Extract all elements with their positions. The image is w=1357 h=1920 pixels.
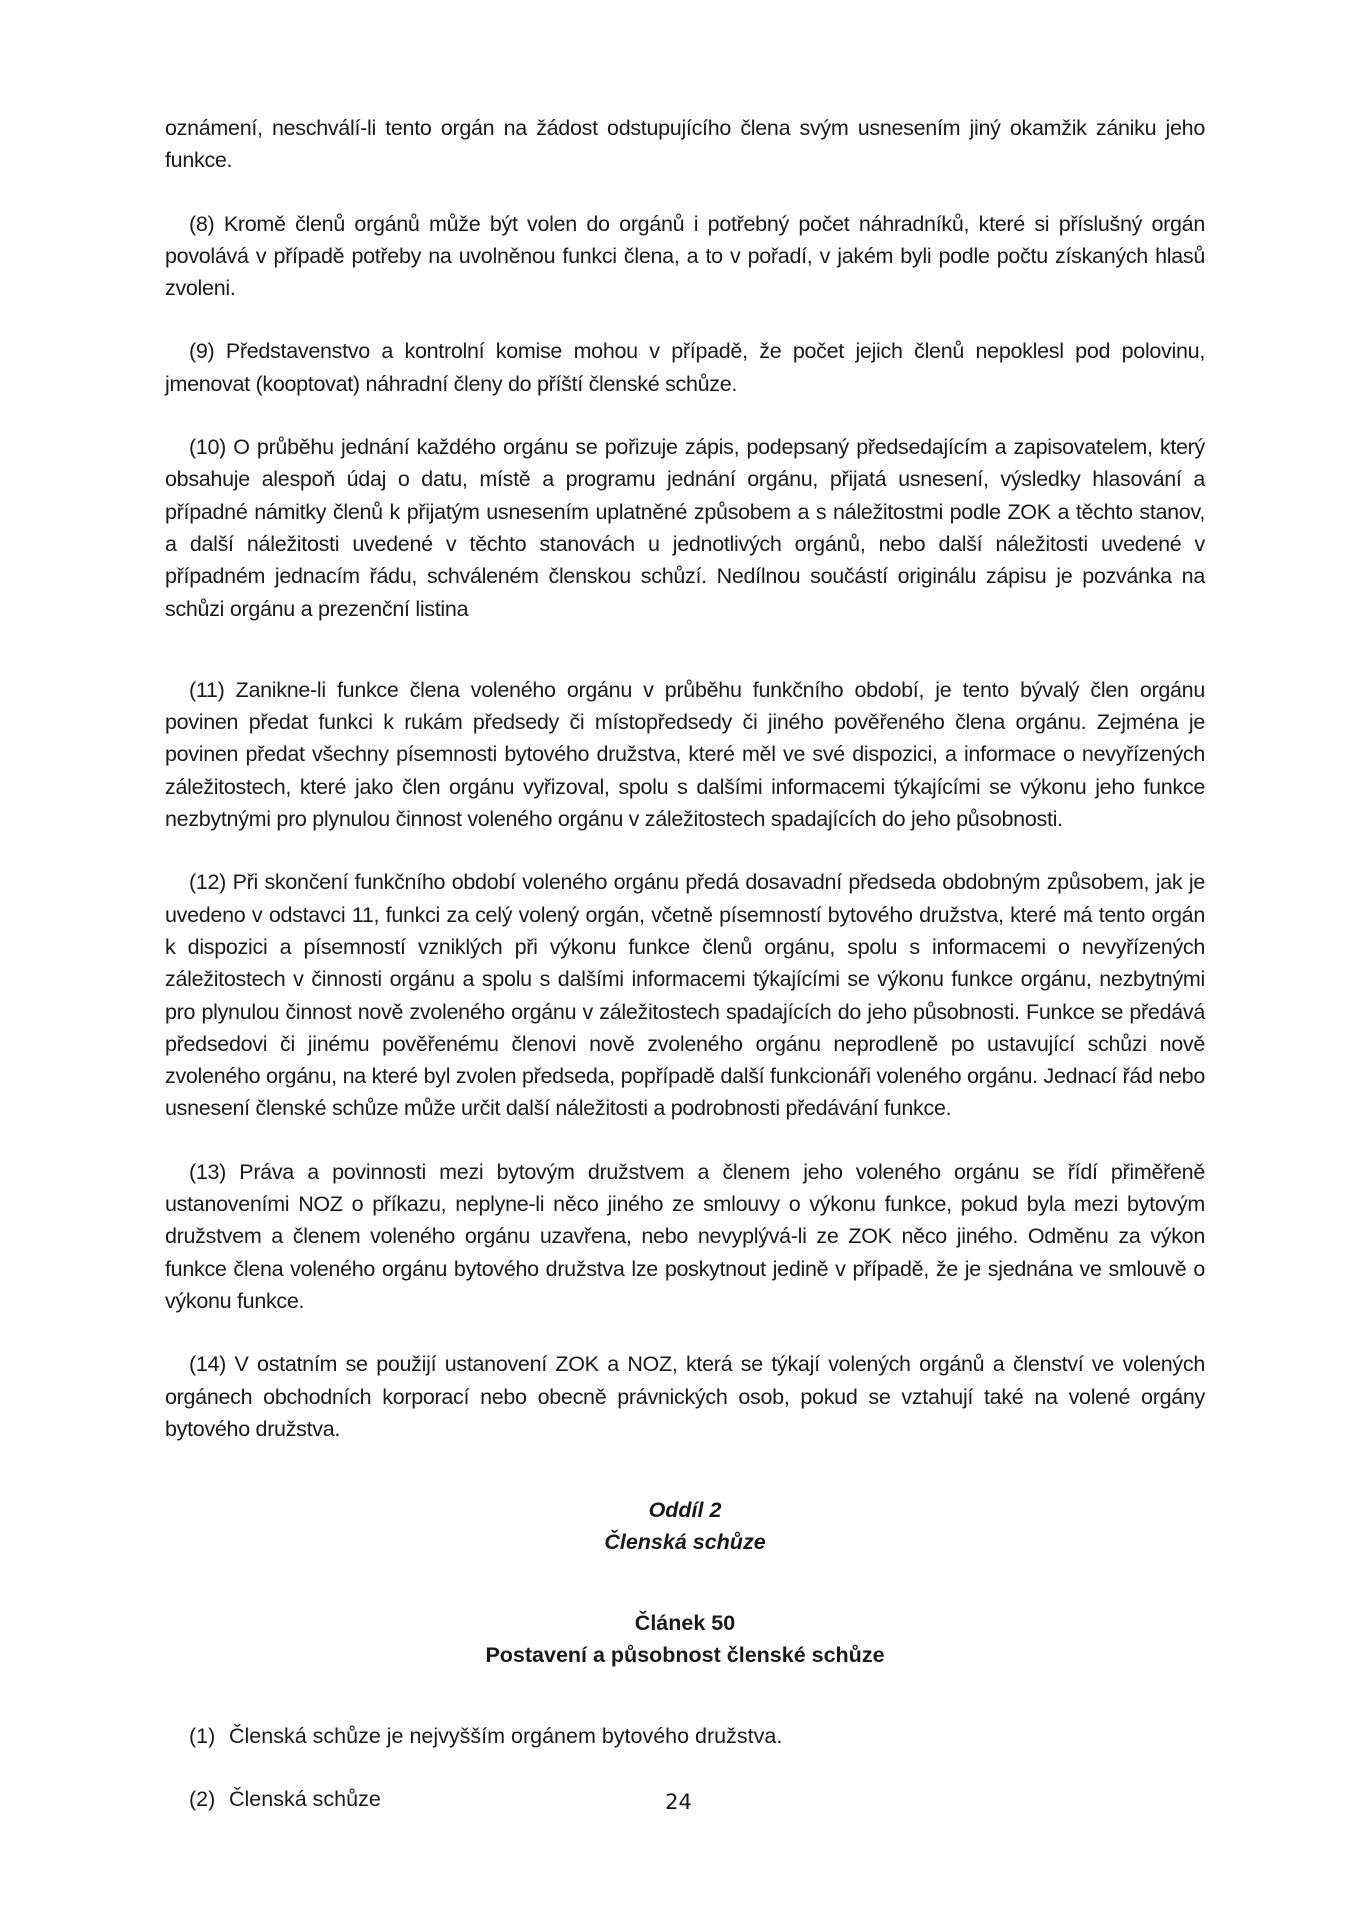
paragraph-10: (10) O průběhu jednání každého orgánu se pořizuje zápis, podepsaný předsedajícím a zapisovatelem, který obsahuje alespoň údaj o datu, místě a programu jednání orgánu, přijatá usnesení, výsledky hlasování a případné námitky členů k přijatým usnesením uplatněné způsobem a s náležitostmi podle ZOK a těchto stanov, a další náležitosti uvedené v těchto stanovách u jednotlivých orgánů, nebo další náležitosti uvedené v případném jednacím řádu, schváleném členskou schůzí. Nedílnou součástí originálu zápisu je pozvánka na schůzi orgánu a prezenční listina	[165, 435, 1205, 621]
list-item-text: Členská schůze je nejvyšším orgánem bytového družstva.	[229, 1724, 783, 1749]
paragraph-11: (11) Zanikne-li funkce člena voleného orgánu v průběhu funkčního období, je tento bývalý člen orgánu povinen předat funkci k rukám předsedy či místopředsedy či jiného pověřeného člena orgánu. Zejména je povinen předat všechny písemnosti bytového družstva, které měl ve své dispozici, a informace o nevyřízených záležitostech, které jako člen orgánu vyřizoval, spolu s dalšími informacemi týkajícími se výkonu jeho funkce nezbytnými pro plynulou činnost voleného orgánu v záležitostech spadajících do jeho působnosti.	[165, 677, 1205, 832]
section-title: Členská schůze	[604, 1530, 766, 1555]
paragraph-continuation: oznámení, neschválí-li tento orgán na žádost odstupujícího člena svým usnesením jiný okamžik zániku jeho funkce.	[165, 116, 1205, 173]
paragraph-9: (9) Představenstvo a kontrolní komise mohou v případě, že počet jejich členů nepoklesl pod polovinu, jmenovat (kooptovat) náhradní členy do příští členské schůze.	[165, 339, 1205, 396]
paragraph-12: (12) Při skončení funkčního období voleného orgánu předá dosavadní předseda obdobným způsobem, jak je uvedeno v odstavci 11, funkci za celý volený orgán, včetně písemností bytového družstva, které má tento orgán k dispozici a písemností vzniklých při výkonu funkce členů orgánu, spolu s informacemi o nevyřízených záležitostech v činnosti orgánu a spolu s dalšími informacemi týkajícími se výkonu funkce orgánu, nezbytnými pro plynulou činnost nově zvoleného orgánu v záležitostech spadajících do jeho působnosti. Funkce se předává předsedovi či jinému pověřenému členovi nově zvoleného orgánu neprodleně po ustavující schůzi nově zvoleného orgánu, na které byl zvolen předseda, popřípadě další funkcionáři voleného orgánu. Jednací řád nebo usnesení členské schůze může určit další náležitosti a podrobnosti předávání funkce.	[165, 870, 1205, 1121]
article-label: Článek 50	[634, 1611, 736, 1636]
paragraph-8: (8) Kromě členů orgánů může být volen do orgánů i potřebný počet náhradníků, které si příslušný orgán povolává v případě potřeby na uvolněnou funkci člena, a to v pořadí, v jakém byli podle počtu získaných hlasů zvoleni.	[165, 211, 1205, 301]
paragraph-14: (14) V ostatním se použijí ustanovení ZOK a NOZ, která se týkají volených orgánů a členství ve volených orgánech obchodních korporací nebo obecně právnických osob, pokud se vztahují také na volené orgány bytového družstva.	[165, 1352, 1205, 1441]
list-item-text: Členská schůze	[229, 1787, 381, 1812]
section-label: Oddíl 2	[648, 1498, 722, 1523]
document-page	[165, 112, 1205, 1815]
list-item-number: (2)	[189, 1787, 216, 1812]
list-item	[165, 1720, 1205, 1752]
paragraph-13: (13) Práva a povinnosti mezi bytovým družstvem a členem jeho voleného orgánu se řídí přiměřeně ustanoveními NOZ o příkazu, neplyne-li něco jiného ze smlouvy o výkonu funkce, pokud byla mezi bytovým družstvem a členem voleného orgánu uzavřena, nebo nevyplývá-li ze ZOK něco jiného. Odměnu za výkon funkce člena voleného orgánu bytového družstva lze poskytnout jedině v případě, že je sjednána ve smlouvě o výkonu funkce.	[165, 1159, 1205, 1313]
article-title: Postavení a působnost členské schůze	[485, 1643, 885, 1668]
list-item-number: (1)	[189, 1724, 216, 1749]
page-number: 24	[665, 1790, 692, 1814]
